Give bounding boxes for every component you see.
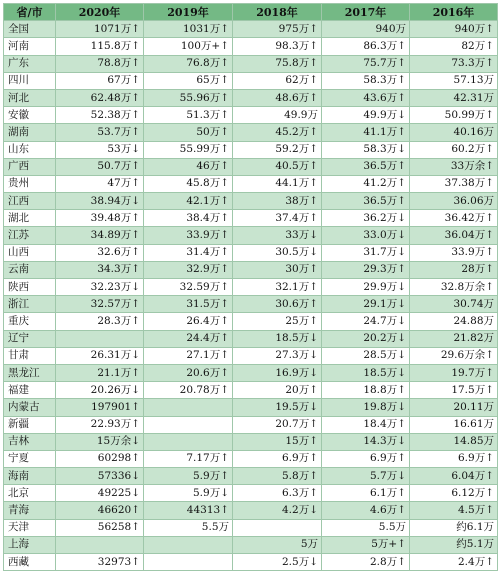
- cell-y2020: 197901↑: [56, 399, 144, 416]
- cell-y2019: 24.4万↑: [144, 330, 233, 347]
- cell-y2018: 5万: [233, 536, 322, 553]
- cell-y2019: 1031万↑: [144, 21, 233, 38]
- cell-y2019: [144, 416, 233, 433]
- table-row: [4, 124, 498, 141]
- cell-y2018: 5.8万↑: [233, 468, 322, 485]
- cell-y2020: 1071万↑: [56, 21, 144, 38]
- cell-y2016: 6.9万↑: [410, 450, 498, 467]
- cell-y2020: 34.3万↑: [56, 261, 144, 278]
- cell-y2017: 28.5万↓: [322, 347, 410, 364]
- cell-y2020: 32.6万↑: [56, 244, 144, 261]
- cell-y2018: 15万↑: [233, 433, 322, 450]
- cell-y2018: 30.6万↑: [233, 296, 322, 313]
- table-row: [4, 450, 498, 467]
- cell-y2019: [144, 554, 233, 571]
- cell-y2016: 940万↑: [410, 21, 498, 38]
- table-row: [4, 485, 498, 502]
- table-row: [4, 107, 498, 124]
- table-row: [4, 536, 498, 553]
- cell-y2020: 115.8万↑: [56, 38, 144, 55]
- cell-province: 新疆: [4, 416, 56, 433]
- cell-y2016: 82万↑: [410, 38, 498, 55]
- cell-y2017: 29.3万↑: [322, 261, 410, 278]
- cell-province: 宁夏: [4, 450, 56, 467]
- cell-y2019: 20.6万↑: [144, 364, 233, 381]
- cell-province: 吉林: [4, 433, 56, 450]
- cell-y2016: 28万↑: [410, 261, 498, 278]
- cell-y2018: 48.6万↑: [233, 89, 322, 106]
- cell-y2020: 15万余↓: [56, 433, 144, 450]
- cell-y2017: 41.2万↑: [322, 175, 410, 192]
- table-row: [4, 382, 498, 399]
- cell-y2019: 100万+↑: [144, 38, 233, 55]
- cell-y2019: 45.8万↑: [144, 175, 233, 192]
- cell-y2016: 19.7万↑: [410, 364, 498, 381]
- table-row: [4, 519, 498, 536]
- cell-y2017: 14.3万↓: [322, 433, 410, 450]
- cell-y2016: 30.74万: [410, 296, 498, 313]
- cell-y2016: 21.82万: [410, 330, 498, 347]
- cell-y2016: 40.16万: [410, 124, 498, 141]
- cell-y2017: 33.0万↓: [322, 227, 410, 244]
- cell-y2020: 32.23万↓: [56, 279, 144, 296]
- cell-y2020: 46620↑: [56, 502, 144, 519]
- cell-province: 广东: [4, 55, 56, 72]
- cell-y2017: 5万+↑: [322, 536, 410, 553]
- cell-y2020: 32973↑: [56, 554, 144, 571]
- header-2019: 2019年: [144, 4, 233, 21]
- cell-y2017: 18.8万↑: [322, 382, 410, 399]
- cell-y2016: 14.85万: [410, 433, 498, 450]
- cell-y2016: 20.11万: [410, 399, 498, 416]
- cell-y2016: 6.04万↑: [410, 468, 498, 485]
- cell-province: 贵州: [4, 175, 56, 192]
- cell-y2019: 32.9万↑: [144, 261, 233, 278]
- cell-y2020: 32.57万↑: [56, 296, 144, 313]
- header-2016: 2016年: [410, 4, 498, 21]
- cell-y2017: 19.8万↓: [322, 399, 410, 416]
- cell-y2018: 4.2万↓: [233, 502, 322, 519]
- table-row: [4, 502, 498, 519]
- cell-province: 河南: [4, 38, 56, 55]
- cell-y2016: 33.9万↑: [410, 244, 498, 261]
- cell-y2019: [144, 536, 233, 553]
- cell-y2019: 5.5万: [144, 519, 233, 536]
- cell-y2017: 36.2万↓: [322, 210, 410, 227]
- cell-y2020: 67万↑: [56, 72, 144, 89]
- cell-province: 天津: [4, 519, 56, 536]
- table-row: [4, 193, 498, 210]
- cell-y2020: 78.8万↑: [56, 55, 144, 72]
- cell-y2016: 6.12万↑: [410, 485, 498, 502]
- cell-y2018: 6.9万↑: [233, 450, 322, 467]
- table-row: [4, 55, 498, 72]
- cell-y2020: 34.89万↑: [56, 227, 144, 244]
- cell-y2017: 49.9万↓: [322, 107, 410, 124]
- cell-y2017: 4.6万↑: [322, 502, 410, 519]
- cell-province: 山东: [4, 141, 56, 158]
- table-row: [4, 468, 498, 485]
- cell-y2019: 20.78万↑: [144, 382, 233, 399]
- header-2017: 2017年: [322, 4, 410, 21]
- cell-y2019: 5.9万↑: [144, 468, 233, 485]
- cell-y2017: 41.1万↑: [322, 124, 410, 141]
- cell-province: 上海: [4, 536, 56, 553]
- cell-y2018: [233, 519, 322, 536]
- cell-y2017: 75.7万↑: [322, 55, 410, 72]
- table-row: [4, 210, 498, 227]
- cell-y2020: 22.93万↑: [56, 416, 144, 433]
- cell-province: 江西: [4, 193, 56, 210]
- cell-y2019: 55.99万↑: [144, 141, 233, 158]
- cell-province: 辽宁: [4, 330, 56, 347]
- table-body: [4, 21, 498, 571]
- cell-y2020: 56258↑: [56, 519, 144, 536]
- cell-y2018: 49.9万: [233, 107, 322, 124]
- cell-y2018: 45.2万↑: [233, 124, 322, 141]
- cell-y2019: [144, 399, 233, 416]
- table-row: [4, 296, 498, 313]
- table-row: [4, 227, 498, 244]
- cell-y2018: 20万↑: [233, 382, 322, 399]
- cell-y2019: 44313↑: [144, 502, 233, 519]
- cell-y2016: 24.88万: [410, 313, 498, 330]
- cell-y2017: 18.4万↑: [322, 416, 410, 433]
- cell-y2019: [144, 433, 233, 450]
- cell-y2019: 27.1万↑: [144, 347, 233, 364]
- cell-y2017: 58.3万↑: [322, 72, 410, 89]
- cell-province: 四川: [4, 72, 56, 89]
- cell-y2019: 7.17万↑: [144, 450, 233, 467]
- header-province: 省/市: [4, 4, 56, 21]
- table-row: [4, 330, 498, 347]
- cell-province: 安徽: [4, 107, 56, 124]
- table-row: [4, 89, 498, 106]
- table-row: [4, 279, 498, 296]
- cell-y2017: 86.3万↑: [322, 38, 410, 55]
- cell-y2018: 6.3万↑: [233, 485, 322, 502]
- cell-province: 江苏: [4, 227, 56, 244]
- cell-y2019: 76.8万↑: [144, 55, 233, 72]
- cell-y2016: 29.6万余↑: [410, 347, 498, 364]
- cell-y2018: 19.5万↓: [233, 399, 322, 416]
- cell-y2016: 2.4万↑: [410, 554, 498, 571]
- cell-province: 全国: [4, 21, 56, 38]
- cell-y2020: 62.48万↑: [56, 89, 144, 106]
- enrollment-table: [3, 3, 498, 571]
- cell-y2020: 60298↑: [56, 450, 144, 467]
- cell-y2018: 33万↓: [233, 227, 322, 244]
- cell-y2018: 32.1万↑: [233, 279, 322, 296]
- table-row: [4, 347, 498, 364]
- table-row: [4, 244, 498, 261]
- cell-province: 陕西: [4, 279, 56, 296]
- cell-y2016: 32.8万余↑: [410, 279, 498, 296]
- cell-y2016: 4.5万↑: [410, 502, 498, 519]
- cell-y2019: 31.5万↑: [144, 296, 233, 313]
- cell-y2018: 27.3万↓: [233, 347, 322, 364]
- header-2020: 2020年: [56, 4, 144, 21]
- cell-y2020: 47万↑: [56, 175, 144, 192]
- cell-y2018: 59.2万↑: [233, 141, 322, 158]
- cell-y2016: 73.3万↑: [410, 55, 498, 72]
- cell-y2020: 52.38万↑: [56, 107, 144, 124]
- table-header-row: [4, 4, 498, 21]
- cell-y2016: 33万余↑: [410, 158, 498, 175]
- table-row: [4, 175, 498, 192]
- cell-y2018: 2.5万↓: [233, 554, 322, 571]
- cell-y2020: 26.31万↓: [56, 347, 144, 364]
- cell-y2020: 39.48万↑: [56, 210, 144, 227]
- cell-y2018: 38万↑: [233, 193, 322, 210]
- cell-y2016: 42.31万: [410, 89, 498, 106]
- cell-y2016: 50.99万↑: [410, 107, 498, 124]
- cell-y2017: 940万: [322, 21, 410, 38]
- cell-y2016: 16.61万: [410, 416, 498, 433]
- cell-y2018: 75.8万↑: [233, 55, 322, 72]
- cell-y2017: 6.9万↑: [322, 450, 410, 467]
- cell-y2018: 975万↑: [233, 21, 322, 38]
- cell-y2020: 50.7万↑: [56, 158, 144, 175]
- cell-y2018: 25万↑: [233, 313, 322, 330]
- cell-y2017: 43.6万↑: [322, 89, 410, 106]
- cell-y2017: 24.7万↓: [322, 313, 410, 330]
- cell-y2016: 约5.1万: [410, 536, 498, 553]
- gaokao-table-container: [3, 3, 497, 571]
- cell-y2017: 20.2万↓: [322, 330, 410, 347]
- cell-y2019: 50万↑: [144, 124, 233, 141]
- cell-y2019: 5.9万↓: [144, 485, 233, 502]
- cell-province: 浙江: [4, 296, 56, 313]
- cell-y2018: 37.4万↑: [233, 210, 322, 227]
- cell-province: 福建: [4, 382, 56, 399]
- cell-province: 河北: [4, 89, 56, 106]
- cell-y2019: 51.3万↑: [144, 107, 233, 124]
- cell-y2019: 42.1万↑: [144, 193, 233, 210]
- cell-y2020: 28.3万↑: [56, 313, 144, 330]
- cell-y2019: 33.9万↑: [144, 227, 233, 244]
- cell-province: 西藏: [4, 554, 56, 571]
- cell-province: 青海: [4, 502, 56, 519]
- cell-province: 湖南: [4, 124, 56, 141]
- cell-y2016: 37.38万↑: [410, 175, 498, 192]
- table-row: [4, 261, 498, 278]
- cell-province: 黑龙江: [4, 364, 56, 381]
- cell-y2020: 38.94万↓: [56, 193, 144, 210]
- cell-y2020: 57336↓: [56, 468, 144, 485]
- cell-province: 山西: [4, 244, 56, 261]
- cell-y2016: 36.04万↑: [410, 227, 498, 244]
- cell-y2017: 31.7万↓: [322, 244, 410, 261]
- cell-province: 甘肃: [4, 347, 56, 364]
- cell-y2020: 49225↓: [56, 485, 144, 502]
- cell-y2017: 36.5万↑: [322, 158, 410, 175]
- table-row: [4, 313, 498, 330]
- cell-y2016: 约6.1万: [410, 519, 498, 536]
- table-row: [4, 141, 498, 158]
- table-row: [4, 38, 498, 55]
- cell-y2020: 53万↓: [56, 141, 144, 158]
- cell-y2017: 5.5万: [322, 519, 410, 536]
- header-2018: 2018年: [233, 4, 322, 21]
- cell-y2020: 20.26万↓: [56, 382, 144, 399]
- cell-province: 海南: [4, 468, 56, 485]
- cell-y2016: 36.06万: [410, 193, 498, 210]
- cell-y2017: 18.5万↓: [322, 364, 410, 381]
- cell-y2018: 16.9万↓: [233, 364, 322, 381]
- cell-y2020: 21.1万↑: [56, 364, 144, 381]
- cell-y2018: 20.7万↑: [233, 416, 322, 433]
- cell-y2019: 55.96万↑: [144, 89, 233, 106]
- cell-y2017: 29.1万↓: [322, 296, 410, 313]
- table-row: [4, 416, 498, 433]
- cell-province: 内蒙古: [4, 399, 56, 416]
- cell-y2018: 30.5万↓: [233, 244, 322, 261]
- table-row: [4, 72, 498, 89]
- cell-y2016: 57.13万: [410, 72, 498, 89]
- cell-y2017: 36.5万↑: [322, 193, 410, 210]
- cell-y2020: 53.7万↑: [56, 124, 144, 141]
- table-row: [4, 158, 498, 175]
- cell-province: 广西: [4, 158, 56, 175]
- cell-y2019: 26.4万↑: [144, 313, 233, 330]
- cell-province: 重庆: [4, 313, 56, 330]
- cell-y2017: 2.8万↑: [322, 554, 410, 571]
- cell-y2020: [56, 330, 144, 347]
- cell-y2018: 44.1万↑: [233, 175, 322, 192]
- cell-y2017: 29.9万↓: [322, 279, 410, 296]
- cell-y2018: 98.3万↑: [233, 38, 322, 55]
- cell-province: 云南: [4, 261, 56, 278]
- cell-y2017: 58.3万↓: [322, 141, 410, 158]
- cell-y2019: 65万↑: [144, 72, 233, 89]
- table-row: [4, 433, 498, 450]
- cell-y2016: 17.5万↑: [410, 382, 498, 399]
- cell-y2020: [56, 536, 144, 553]
- cell-y2017: 5.7万↓: [322, 468, 410, 485]
- table-row: [4, 21, 498, 38]
- cell-y2019: 38.4万↑: [144, 210, 233, 227]
- cell-y2018: 40.5万↑: [233, 158, 322, 175]
- table-row: [4, 364, 498, 381]
- cell-y2016: 36.42万↑: [410, 210, 498, 227]
- cell-y2018: 18.5万↓: [233, 330, 322, 347]
- cell-y2018: 30万↑: [233, 261, 322, 278]
- cell-province: 湖北: [4, 210, 56, 227]
- cell-y2019: 32.59万↑: [144, 279, 233, 296]
- cell-y2016: 60.2万↑: [410, 141, 498, 158]
- cell-y2017: 6.1万↑: [322, 485, 410, 502]
- table-row: [4, 399, 498, 416]
- table-row: [4, 554, 498, 571]
- cell-y2019: 46万↑: [144, 158, 233, 175]
- cell-y2018: 62万↑: [233, 72, 322, 89]
- cell-province: 北京: [4, 485, 56, 502]
- cell-y2019: 31.4万↑: [144, 244, 233, 261]
